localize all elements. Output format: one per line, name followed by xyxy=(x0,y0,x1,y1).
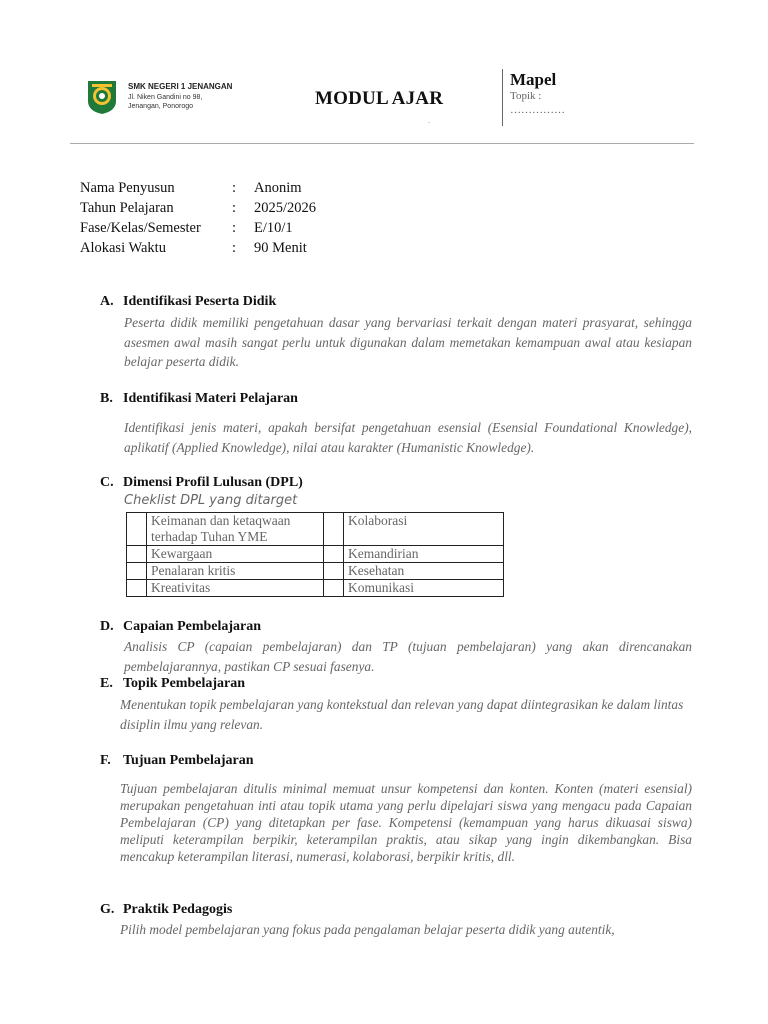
section-e-heading: E. Topik Pembelajaran xyxy=(100,676,245,691)
table-row: Kreativitas Komunikasi xyxy=(127,580,504,597)
identity-block xyxy=(80,178,316,258)
section-b-body: Identifikasi jenis materi, apakah bersifat pengetahuan esensial (Esensial Foundational Knowledge), aplikatif (Applied Knowledge), nilai atau karakter (Humanistic Knowledge). xyxy=(124,420,692,455)
document-title: MODUL AJAR xyxy=(315,88,444,109)
school-logo xyxy=(84,77,234,117)
section-f-body: Tujuan pembelajaran ditulis minimal memuat unsur kompetensi dan konten. Konten (materi esensial) merupakan pengetahuan inti atau topik utama yang perlu dipelajari siswa yang mengacu pada Capaian Pembelajaran (CP) yang ditetapkan per fase. Kompetensi (kemampuan yang harus dikuasai siswa) meliputi keterampilan berpikir, keterampilan praktis, atau sikap yang ingin dikembangkan. Bisa mencakup keterampilan literasi, numerasi, kolaborasi, berpikir kritis, dll. xyxy=(120,781,692,864)
section-a-body: Peserta didik memiliki pengetahuan dasar yang bervariasi terkait dengan materi prasyarat, sehingga asesmen awal masih sangat perlu untuk digunakan dalam memetakan kemampuan awal atau kesiapan belajar peserta didik. xyxy=(124,315,692,369)
dpl-checklist-subtitle: Cheklist DPL yang ditarget xyxy=(124,493,298,508)
identity-row: Nama Penyusun : Anonim xyxy=(80,179,302,196)
table-row: Penalaran kritis Kesehatan xyxy=(127,563,504,580)
dpl-checklist-table xyxy=(126,512,504,597)
section-b-heading: B. Identifikasi Materi Pelajaran xyxy=(100,391,298,406)
section-g-heading: G. Praktik Pedagogis xyxy=(100,902,233,917)
identity-row: Tahun Pelajaran : 2025/2026 xyxy=(80,199,317,216)
dpl-checkbox[interactable] xyxy=(127,546,147,563)
table-row: Keimanan dan ketaqwaan terhadap Tuhan YME Kolaborasi xyxy=(127,513,504,546)
section-d-heading: D. Capaian Pembelajaran xyxy=(100,619,262,634)
topik-field xyxy=(510,89,565,117)
decorative-dot: . xyxy=(428,116,430,125)
dpl-checkbox[interactable] xyxy=(324,563,344,580)
dpl-checkbox[interactable] xyxy=(324,546,344,563)
section-g-body: Pilih model pembelajaran yang fokus pada pengalaman belajar peserta didik yang autentik, xyxy=(120,922,615,937)
section-d-body: Analisis CP (capaian pembelajaran) dan TP (tujuan pembelajaran) yang akan direncanakan pembelajarannya, pastikan CP sesuai fasenya. xyxy=(124,639,692,674)
section-a-heading: A. Identifikasi Peserta Didik xyxy=(100,294,277,309)
topik-value: …………… xyxy=(510,104,565,116)
identity-row: Fase/Kelas/Semester : E/10/1 xyxy=(80,219,293,236)
dpl-checkbox[interactable] xyxy=(127,563,147,580)
dpl-checkbox[interactable] xyxy=(127,580,147,597)
school-address: Jl. Niken Gandini no 98, Jenangan, Ponorogo xyxy=(128,94,203,110)
section-e-body: Menentukan topik pembelajaran yang kontekstual dan relevan yang dapat diintegrasikan ke dalam lintas disiplin ilmu yang relevan. xyxy=(120,697,684,732)
dpl-checkbox[interactable] xyxy=(127,513,147,546)
header-divider xyxy=(502,69,503,126)
header-rule xyxy=(70,143,694,144)
identity-row: Alokasi Waktu : 90 Menit xyxy=(80,239,307,256)
school-name: SMK NEGERI 1 JENANGAN xyxy=(128,82,233,91)
dpl-checkbox[interactable] xyxy=(324,580,344,597)
mapel-label: Mapel xyxy=(510,70,557,89)
dpl-checkbox[interactable] xyxy=(324,513,344,546)
section-f-heading: F. Tujuan Pembelajaran xyxy=(100,753,254,768)
school-emblem-icon xyxy=(86,79,118,115)
topik-label: Topik : xyxy=(510,90,542,102)
section-c-heading: C. Dimensi Profil Lulusan (DPL) xyxy=(100,475,303,490)
table-row: Kewargaan Kemandirian xyxy=(127,546,504,563)
